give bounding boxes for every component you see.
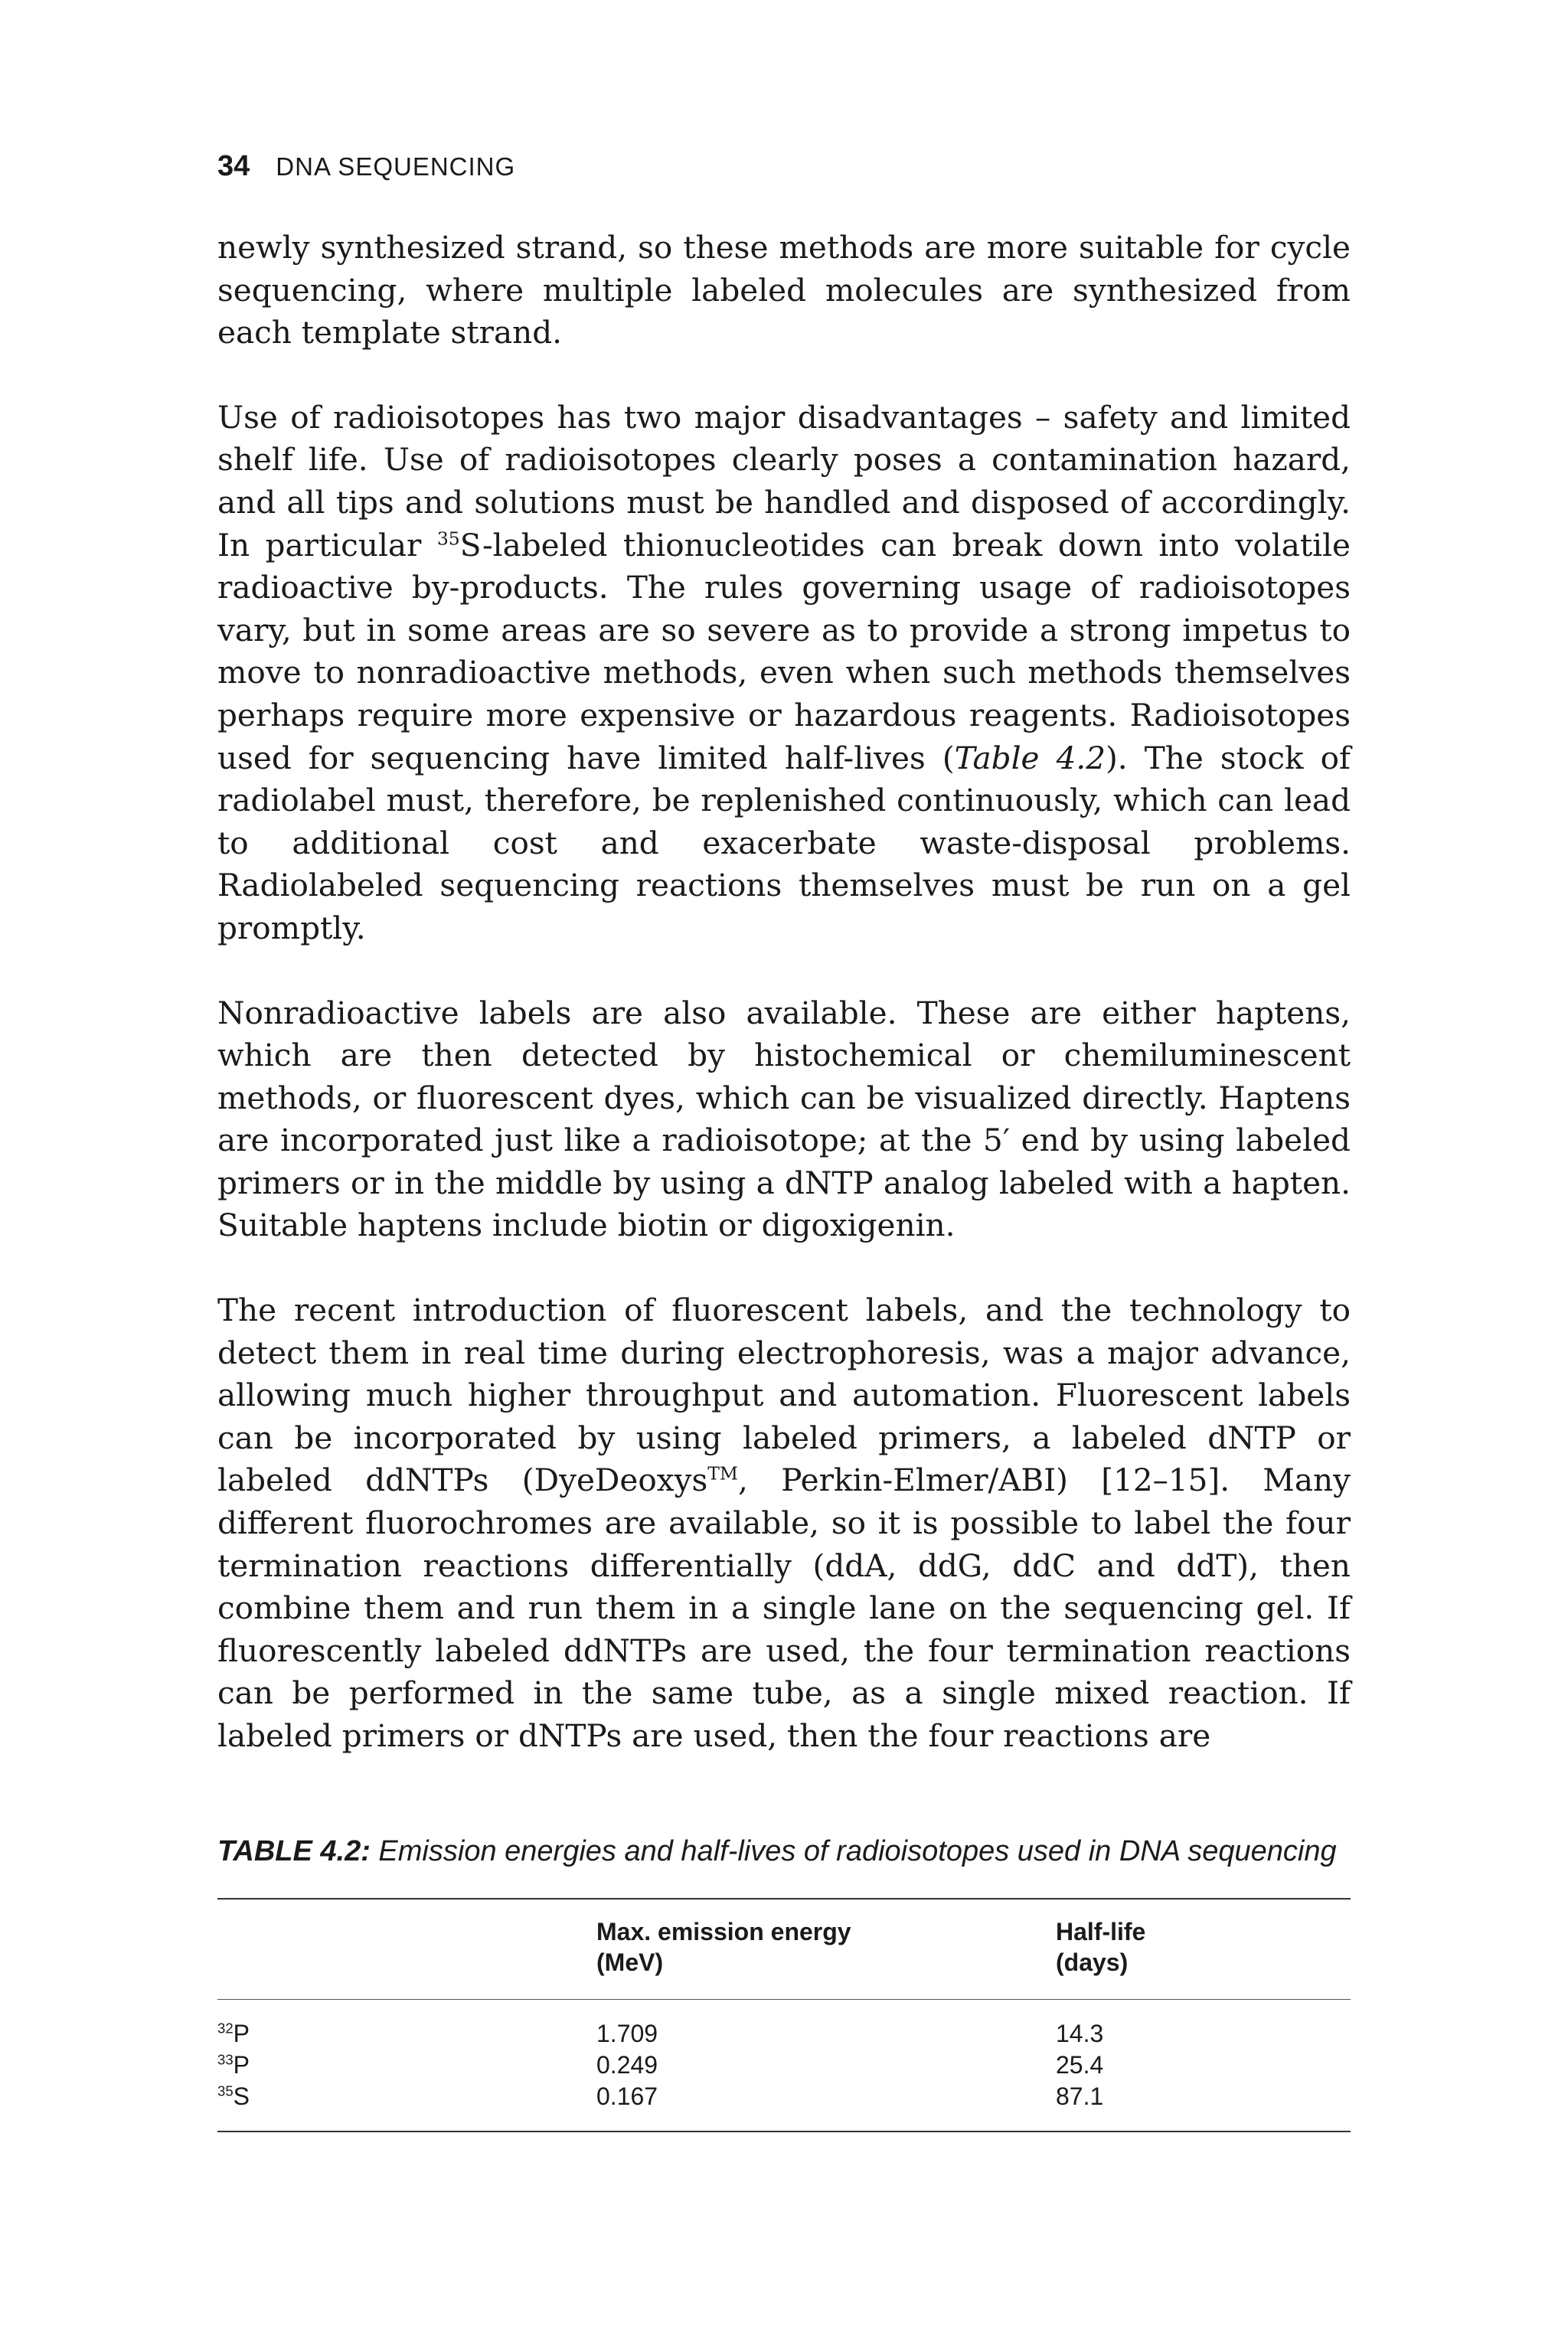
isotope-mass: 32 [217,2020,234,2037]
isotope-element: P [233,2051,250,2079]
table-caption-label: TABLE 4.2: [217,1835,371,1867]
table-bottom-rule [217,2131,1351,2132]
paragraph-text: S-labeled thionucleotides can break down into volatile radioactive by-products. The rules governing usage of radioisotopes vary, but in some areas are so severe as to provide a strong impetus to move to nonradioactive methods, even when such methods themselves perhaps require more expensive or hazardous reagents. Radioisotopes used for sequencing have limited half-lives ( [217,526,1351,776]
table-header-energy [596,1916,1056,1978]
table-body [217,2000,1351,2112]
isotope-element: S [233,2082,250,2110]
table-caption [217,1834,1351,1869]
paragraph-text: Nonradioactive labels are also available. These are either haptens, which are then detected by histochemical or chemiluminescent methods, or fluorescent dyes, which can be visualized directly. Haptens are incorporated just like a radioisotope; at the 5′ end by using labeled primers or in the middle by using a dNTP analog labeled with a hapten. Suitable haptens include biotin or digoxigenin. [217,994,1351,1244]
halflife-cell: 87.1 [1056,2082,1104,2110]
table-header-isotope [217,1916,596,1978]
trademark-superscript: TM [707,1462,738,1485]
table-header-energy-line1: Max. emission energy [596,1918,851,1945]
table-header-energy-line2: (MeV) [596,1949,664,1976]
page-header [217,150,515,184]
paragraph-text: ). The stock of radiolabel must, therefore, be replenished continuously, which can lead to additional cost and exacerbate waste-disposal problems. Radiolabeled sequencing reactions themselves must be run on a gel promptly. [217,739,1351,946]
table-row [217,2018,1351,2050]
table-header-halflife-line1: Half-life [1056,1918,1146,1945]
table-header-row [217,1900,1351,1978]
paragraph-radioisotopes [217,397,1351,950]
halflife-cell: 14.3 [1056,2020,1104,2047]
isotope-cell [217,2018,596,2050]
paragraph-text: , Perkin-Elmer/ABI) [12–15]. Many different fluorochromes are available, so it is possible to label the four termination reactions differentially (ddA, ddG, ddC and ddT), then combine them and run them in a single lane on the sequencing gel. If fluorescently labeled ddNTPs are used, the four termination reactions can be performed in the same tube, as a single mixed reaction. If labeled primers or dNTPs are used, then the four reactions are [217,1462,1351,1754]
table-header-halflife-line2: (days) [1056,1949,1129,1976]
isotope-cell [217,2050,596,2081]
energy-cell: 0.249 [596,2051,658,2079]
body-text [217,227,1351,1800]
paragraph-nonradioactive [217,992,1351,1248]
running-head: DNA SEQUENCING [276,152,516,181]
isotope-superscript: 35 [436,528,460,550]
table-caption-text: Emission energies and half-lives of radioisotopes used in DNA sequencing [370,1835,1337,1867]
isotope-mass: 33 [217,2051,234,2068]
table-row [217,2050,1351,2081]
halflife-cell: 25.4 [1056,2051,1104,2079]
isotope-mass: 35 [217,2082,234,2099]
energy-cell: 1.709 [596,2020,658,2047]
paragraph-text: Use of radioisotopes has two major disadvantages – safety and limited shelf life. Use of radioisotopes clearly poses a contamination hazard, and all tips and solutions must be handled and disposed of accordingly. In particular [217,398,1351,564]
paragraph-text: The recent introduction of fluorescent labels, and the technology to detect them in real time during electrophoresis, was a major advance, allowing much higher throughput and automation. Fluorescent labels can be incorporated by using labeled primers, a labeled dNTP or labeled ddNTPs (DyeDeoxys [217,1292,1351,1499]
page-number: 34 [217,150,250,182]
paragraph-fluorescent [217,1289,1351,1758]
energy-cell: 0.167 [596,2082,658,2110]
table-block [217,1834,1351,2132]
table-row [217,2081,1351,2112]
isotope-cell [217,2081,596,2112]
table-reference: Table 4.2 [954,739,1106,776]
paragraph-text: newly synthesized strand, so these methods are more suitable for cycle sequencing, where multiple labeled molecules are synthesized from each template strand. [217,229,1351,351]
paragraph-continuation [217,227,1351,354]
table-header-halflife [1056,1916,1351,1978]
isotope-element: P [233,2020,250,2047]
